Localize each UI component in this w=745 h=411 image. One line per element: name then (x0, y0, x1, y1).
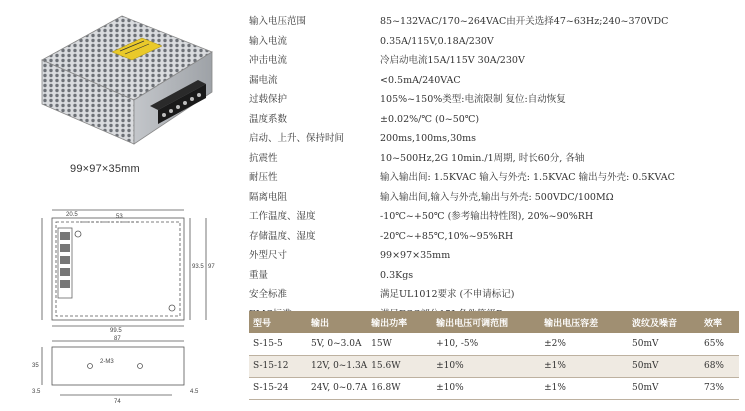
cell-adjust-range: ±10% (432, 355, 540, 377)
cell-model: S-15-5 (249, 333, 307, 355)
spec-row-dimensions (249, 246, 739, 266)
header-adjust-range: 输出电压可调范围 (432, 311, 540, 333)
spec-value: 85~132VAC/170~264VAC由开关选择47~63Hz;240~370VDC (380, 16, 669, 27)
label-top-hole: 53 (116, 214, 123, 220)
product-photo (30, 8, 220, 148)
cell-efficiency: 65% (700, 333, 739, 355)
spec-value: 10~500Hz,2G 10min./1周期, 时长60分, 各轴 (380, 152, 585, 164)
spec-value: 输入输出间: 1.5KVAC 输入与外壳: 1.5KVAC 输出与外壳: 0.5KVAC (380, 172, 675, 183)
label-top-outer: 99.5 (110, 328, 122, 333)
spec-row-input-voltage (249, 12, 739, 32)
spec-value: <0.5mA/240VAC (380, 74, 461, 86)
spec-row-leakage-current (249, 71, 739, 91)
spec-row-weight (249, 266, 739, 286)
header-tolerance: 输出电压容差 (540, 311, 628, 333)
label-side-mid: 2-M3 (100, 359, 114, 365)
label-side-width: 87 (114, 336, 121, 342)
label-top-height: 97 (208, 264, 215, 270)
spec-row-storage-temp (249, 227, 739, 247)
spec-row-overload (249, 90, 739, 110)
label-side-inner: 74 (114, 399, 121, 405)
cell-tolerance: ±1% (540, 355, 628, 377)
cell-ripple: 50mV (628, 355, 700, 377)
cell-power: 15W (367, 333, 432, 355)
spec-value: 99×97×35mm (380, 250, 451, 261)
spec-value: 105%~150%类型:电流限制 复位:自动恢复 (380, 94, 566, 105)
spec-row-temp-coefficient (249, 110, 739, 130)
spec-label: 外型尺寸 (249, 250, 288, 261)
label-side-margin: 4.5 (190, 389, 199, 395)
header-model: 型号 (249, 311, 307, 333)
cell-efficiency: 73% (700, 377, 739, 399)
cell-adjust-range: ±10% (432, 377, 540, 399)
header-output: 输出 (307, 311, 367, 333)
cell-model: S-15-24 (249, 377, 307, 399)
spec-label: 隔离电阻 (249, 191, 288, 203)
cell-output: 12V, 0~1.3A (307, 355, 367, 377)
spec-value: 满足UL1012要求 (不申请标记) (380, 289, 515, 300)
spec-row-timing (249, 129, 739, 149)
spec-label: 耐压性 (249, 172, 278, 183)
cell-tolerance: ±2% (540, 333, 628, 355)
side-view-drawing (30, 333, 230, 407)
table-row (249, 333, 739, 355)
spec-label: 输入电流 (249, 35, 288, 47)
cell-power: 15.6W (367, 355, 432, 377)
spec-value: 0.35A/115V,0.18A/230V (380, 35, 494, 47)
spec-label: 工作温度、湿度 (249, 211, 316, 222)
spec-label: 冲击电流 (249, 55, 288, 66)
spec-label: 存储温度、湿度 (249, 230, 316, 242)
label-top-left: 20.5 (66, 212, 78, 218)
spec-row-inrush-current (249, 51, 739, 71)
spec-value: -20℃~+85℃,10%~95%RH (380, 230, 514, 242)
cell-ripple: 50mV (628, 377, 700, 399)
spec-row-input-current (249, 32, 739, 52)
spec-label: 抗震性 (249, 152, 278, 164)
cell-output: 5V, 0~3.0A (307, 333, 367, 355)
spec-row-safety (249, 285, 739, 305)
spec-value: 0.3Kgs (380, 269, 414, 281)
cell-output: 24V, 0~0.7A (307, 377, 367, 399)
spec-label: 过载保护 (249, 94, 288, 105)
header-ripple: 波纹及噪音 (628, 311, 700, 333)
table-header-row (249, 311, 739, 333)
spec-value: 输入输出间,输入与外壳,输出与外壳: 500VDC/100MΩ (380, 191, 614, 203)
spec-value: 200ms,100ms,30ms (380, 133, 477, 144)
spec-label: 漏电流 (249, 74, 278, 86)
spec-row-isolation (249, 188, 739, 208)
spec-label: 温度系数 (249, 113, 288, 125)
cell-model: S-15-12 (249, 355, 307, 377)
cell-adjust-range: +10, -5% (432, 333, 540, 355)
top-view-drawing (30, 198, 230, 333)
cell-efficiency: 68% (700, 355, 739, 377)
spec-label: 输入电压范围 (249, 16, 307, 27)
dimensions-caption: 99×97×35mm (70, 163, 140, 175)
spec-value: 冷启动电流15A/115V 30A/230V (380, 55, 525, 66)
spec-label: 启动、上升、保持时间 (249, 133, 345, 144)
label-height: 35 (32, 363, 39, 369)
cell-tolerance: ±1% (540, 377, 628, 399)
spec-value: -10℃~+50℃ (参考输出特性图), 20%~90%RH (380, 211, 594, 222)
label-top-side: 93.5 (192, 264, 204, 270)
spec-value: ±0.02%/℃ (0~50℃) (380, 113, 480, 125)
label-side-left: 3.5 (32, 389, 41, 395)
cell-ripple: 50mV (628, 333, 700, 355)
spec-label: 重量 (249, 269, 269, 281)
table-row (249, 355, 739, 377)
header-power: 输出功率 (367, 311, 432, 333)
spec-row-withstand-voltage (249, 168, 739, 188)
cell-power: 16.8W (367, 377, 432, 399)
spec-list (249, 12, 739, 324)
spec-label: 安全标准 (249, 289, 288, 300)
table-row (249, 377, 739, 399)
spec-row-vibration (249, 149, 739, 169)
header-efficiency: 效率 (700, 311, 739, 333)
model-table (249, 311, 739, 400)
spec-row-working-temp (249, 207, 739, 227)
